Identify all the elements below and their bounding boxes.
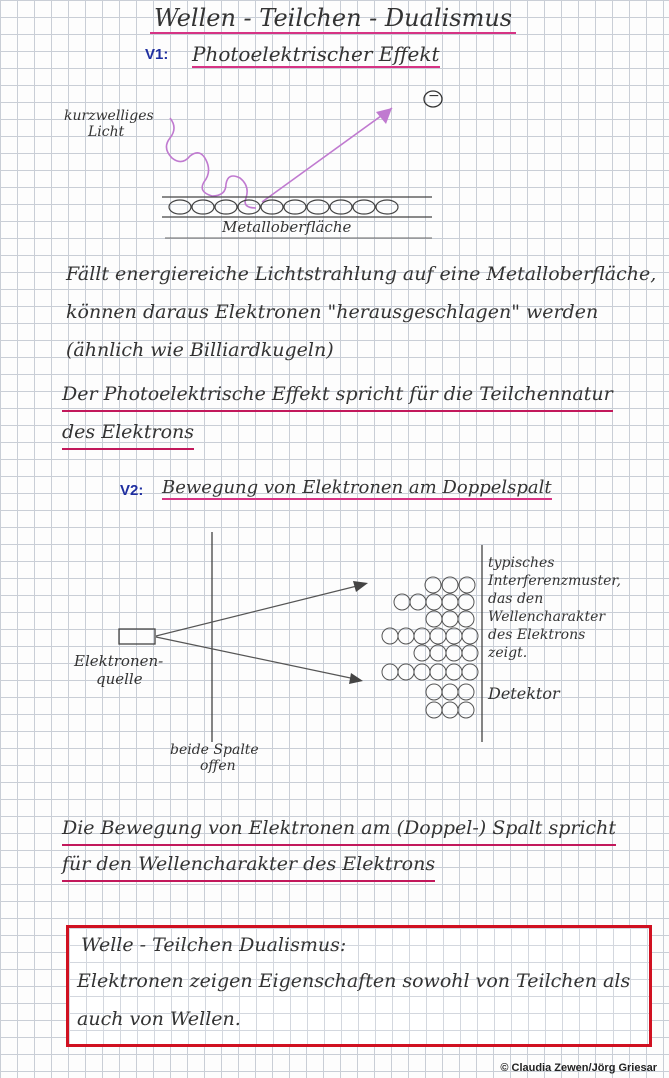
v2-conclusion-line-1: Die Bewegung von Elektronen am (Doppel-) Spalt spricht — [62, 812, 616, 846]
electron-source — [119, 629, 155, 644]
v2-conclusion — [62, 812, 616, 882]
surface-atoms — [169, 200, 398, 214]
beam-lower — [156, 637, 360, 680]
v1-conclusion — [62, 378, 613, 450]
light-label — [64, 108, 154, 140]
light-label-line-1: kurzwelliges — [64, 108, 154, 124]
pattern-label — [488, 554, 621, 662]
pattern-label-line-4: Wellencharakter — [488, 609, 606, 625]
v2-conclusion-line-2: für den Wellencharakter des Elektrons — [62, 848, 435, 882]
v1-label: V1: — [145, 46, 169, 63]
slits-label-line-1: beide Spalte — [170, 742, 259, 758]
summary-heading: Welle - Teilchen Dualismus: — [81, 934, 347, 956]
summary-line-2: auch von Wellen. — [77, 1008, 241, 1030]
light-wave — [166, 118, 256, 208]
summary-line-1: Elektronen zeigen Eigenschaften sowohl von Teilchen als — [77, 970, 631, 992]
v1-conclusion-line-2: des Elektrons — [62, 416, 194, 450]
v1-text-line-3: (ähnlich wie Billiardkugeln) — [66, 339, 334, 361]
pattern-label-line-3: das den — [488, 591, 544, 607]
source-label-line-1: Elektronen- — [74, 652, 164, 670]
summary-box — [66, 925, 652, 1047]
beam-upper — [156, 584, 365, 636]
light-label-line-2: Licht — [88, 124, 125, 140]
slits-label — [170, 742, 259, 774]
v1-conclusion-line-1: Der Photoelektrische Effekt spricht für die Teilchennatur — [62, 378, 613, 412]
pattern-label-line-6: zeigt. — [488, 645, 528, 661]
electron-path — [262, 108, 392, 202]
electron-arrowhead — [376, 108, 392, 124]
v2-heading: Bewegung von Elektronen am Doppelspalt — [162, 477, 552, 498]
copyright: © Claudia Zewen/Jörg Griesar — [500, 1062, 657, 1074]
v1-text-line-2: können daraus Elektronen "herausgeschlagen" werden — [66, 301, 599, 323]
interference-pattern — [382, 577, 478, 718]
v2-label: V2: — [120, 482, 144, 499]
page-title: Wellen - Teilchen - Dualismus — [150, 4, 516, 34]
pattern-label-line-1: typisches — [488, 555, 555, 571]
pattern-label-line-5: des Elektrons — [488, 627, 586, 643]
electron-symbol: − — [428, 88, 440, 104]
v1-text — [66, 255, 656, 369]
source-label-line-2: quelle — [96, 670, 143, 688]
source-label — [74, 652, 163, 688]
v1-heading: Photoelektrischer Effekt — [192, 42, 440, 66]
pattern-label-line-2: Interferenzmuster, — [488, 573, 621, 589]
detector-label: Detektor — [488, 684, 560, 703]
surface-label: Metalloberfläche — [222, 218, 352, 236]
v1-text-line-1: Fällt energiereiche Lichtstrahlung auf eine Metalloberfläche, — [66, 263, 657, 285]
slits-label-line-2: offen — [200, 758, 236, 774]
